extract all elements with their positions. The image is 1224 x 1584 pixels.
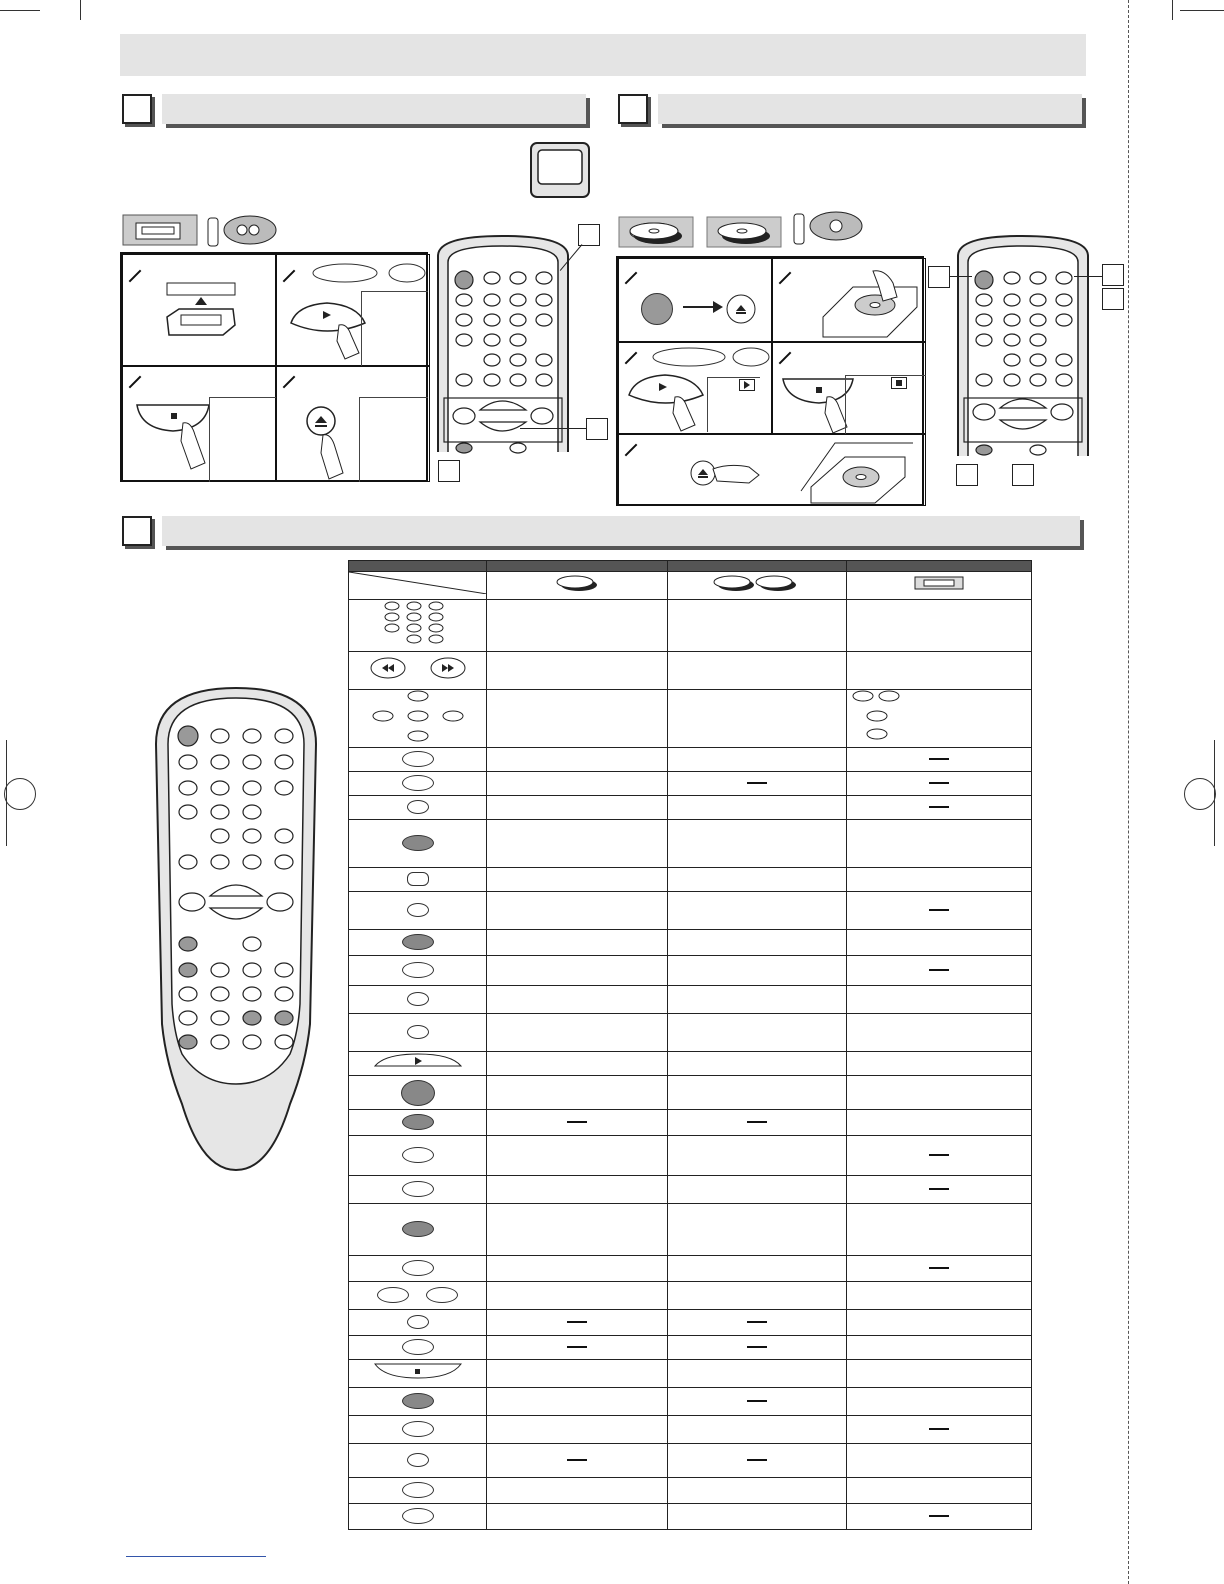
section-a-steps-panel [120,252,428,482]
table-row [349,600,1032,652]
power-button-icon [401,1080,435,1106]
table-row [349,868,1032,892]
not-available-mark [747,1121,767,1123]
cd-column-icon [668,572,847,600]
not-available-mark [929,1154,949,1156]
not-available-mark [747,1321,767,1323]
not-available-mark [929,1515,949,1517]
play-indicator-icon [739,379,755,391]
speech-bubbles-icon [651,345,771,369]
table-row [349,690,1032,748]
table-row [349,652,1032,690]
vhs-cassette-icon [122,214,198,246]
table-media-row [349,572,1032,600]
not-available-mark [929,909,949,911]
table-row [349,1388,1032,1416]
table-row [349,772,1032,796]
registration-mark-right [1184,778,1216,810]
table-row [349,1076,1032,1110]
callout-eject-b2 [1102,288,1124,310]
not-available-mark [567,1121,587,1123]
section-b-header [658,94,1082,124]
not-available-mark [929,969,949,971]
function-table [348,560,1032,1530]
dvd-mode-icon [792,208,864,248]
button-icon [402,1339,434,1355]
callout-line [950,276,972,277]
not-available-mark [567,1346,587,1348]
table-row [349,1110,1032,1136]
section-a-number-box [122,94,152,124]
table-row [349,1014,1032,1052]
not-available-mark [929,782,949,784]
button-icon [402,1482,434,1498]
display-frame [361,291,428,366]
table-row [349,1136,1032,1176]
not-available-mark [929,1428,949,1430]
table-row [349,1052,1032,1076]
pause-button-icon [407,1025,429,1039]
eject-button-icon [407,992,429,1006]
tv-icon [530,142,590,198]
button-icon [402,1421,434,1437]
crop-mark [80,0,81,20]
section-c-header [162,516,1080,546]
cursor-keys-icon [349,690,487,748]
not-available-mark [567,1321,587,1323]
section-b-number-box [618,94,648,124]
step-a3 [122,366,276,482]
table-row [349,1204,1032,1256]
eject-button-press-icon [689,453,769,493]
table-row [349,796,1032,820]
crop-mark [1180,10,1224,11]
crop-mark [0,10,40,11]
table-row [349,1282,1032,1310]
cut-line [1128,0,1129,1584]
dvd-column-icon [487,572,668,600]
footer-line [126,1556,266,1557]
crop-mark [6,740,7,846]
step-b1 [618,258,772,342]
display-frame [209,397,276,482]
table-row [349,1504,1032,1530]
section-a-header [162,94,586,124]
power-button-icon [641,293,673,325]
step-b2 [772,258,926,342]
display-frame [359,397,428,482]
step-a2 [276,254,430,366]
callout-line [1074,276,1102,277]
section-b-steps-panel [616,256,924,506]
not-available-mark [747,782,767,784]
not-available-mark [929,758,949,760]
table-row [349,1478,1032,1504]
not-available-mark [747,1346,767,1348]
table-row [349,820,1032,868]
speech-bubbles-icon [311,261,427,289]
page-title-bar [120,34,1086,76]
step-a1 [122,254,276,366]
cassette-insert-icon [161,281,241,341]
crop-mark [1214,740,1215,846]
button-icon [402,751,434,767]
table-row [349,892,1032,930]
callout-eject-b [1102,264,1124,286]
remote-control-partial-a [434,232,572,454]
step-b4 [772,342,926,434]
play-button-icon [349,1052,487,1076]
crop-mark [1172,0,1173,20]
audio-button-icon [407,800,429,814]
dark-button-icon [402,1393,434,1409]
slow-button-icon [407,1315,429,1329]
not-available-mark [929,806,949,808]
button-icon [402,1147,434,1163]
remote-control-icon [150,684,322,1174]
not-available-mark [929,1267,949,1269]
stop-button-large-icon [349,1360,487,1388]
callout-eject [578,224,600,246]
callout-play-b [956,464,978,486]
skip-buttons-icon [349,1282,487,1310]
step-a4 [276,366,430,482]
table-row [349,1256,1032,1282]
step-b5 [618,434,926,506]
vcr-mode-icon [206,212,278,248]
table-row [349,1416,1032,1444]
callout-stop-b [1012,464,1034,486]
remote-control-partial-b [954,232,1092,458]
arrow-right-icon [683,299,723,315]
callout-power [928,266,950,288]
table-row [349,956,1032,986]
callout-line [520,428,586,429]
not-available-mark [929,1188,949,1190]
table-row [349,1336,1032,1360]
eject-button-icon [725,293,757,325]
callout-stop [586,418,608,440]
number-keys-icon [349,600,487,652]
button-icon [402,775,434,791]
vcr-dvd-button-icon [407,1453,429,1467]
button-icon [402,962,434,978]
disc-tray-eject-icon [795,437,915,505]
step-b3 [618,342,772,434]
button-icon [402,1508,434,1524]
cd-disc-icon [706,216,782,248]
table-row [349,986,1032,1014]
diagonal-cell [349,572,487,600]
not-available-mark [747,1459,767,1461]
dark-button-icon [402,934,434,950]
display-frame [845,375,926,434]
vcr-tracking-icons [847,690,1032,748]
dark-button-icon [402,1221,434,1237]
dark-button-icon [402,1114,434,1130]
return-button-icon [402,1181,434,1197]
callout-play [438,460,460,482]
rewind-ffwd-icon [349,652,487,690]
table-row [349,1176,1032,1204]
table-row [349,1310,1032,1336]
stop-button-icon [407,872,429,886]
section-c-number-box [122,516,152,546]
not-available-mark [567,1459,587,1461]
dark-button-icon [402,835,434,851]
table-header-row [349,561,1032,572]
not-available-mark [747,1400,767,1402]
table-row [349,748,1032,772]
record-button-icon [407,903,429,917]
table-row [349,1444,1032,1478]
registration-mark-left [4,778,36,810]
button-icon [402,1260,434,1276]
table-row [349,930,1032,956]
dvd-disc-icon [618,216,694,248]
disc-tray-load-icon [813,267,923,339]
stop-indicator-icon [891,377,907,389]
vcr-column-icon [847,572,1032,600]
table-row [349,1360,1032,1388]
